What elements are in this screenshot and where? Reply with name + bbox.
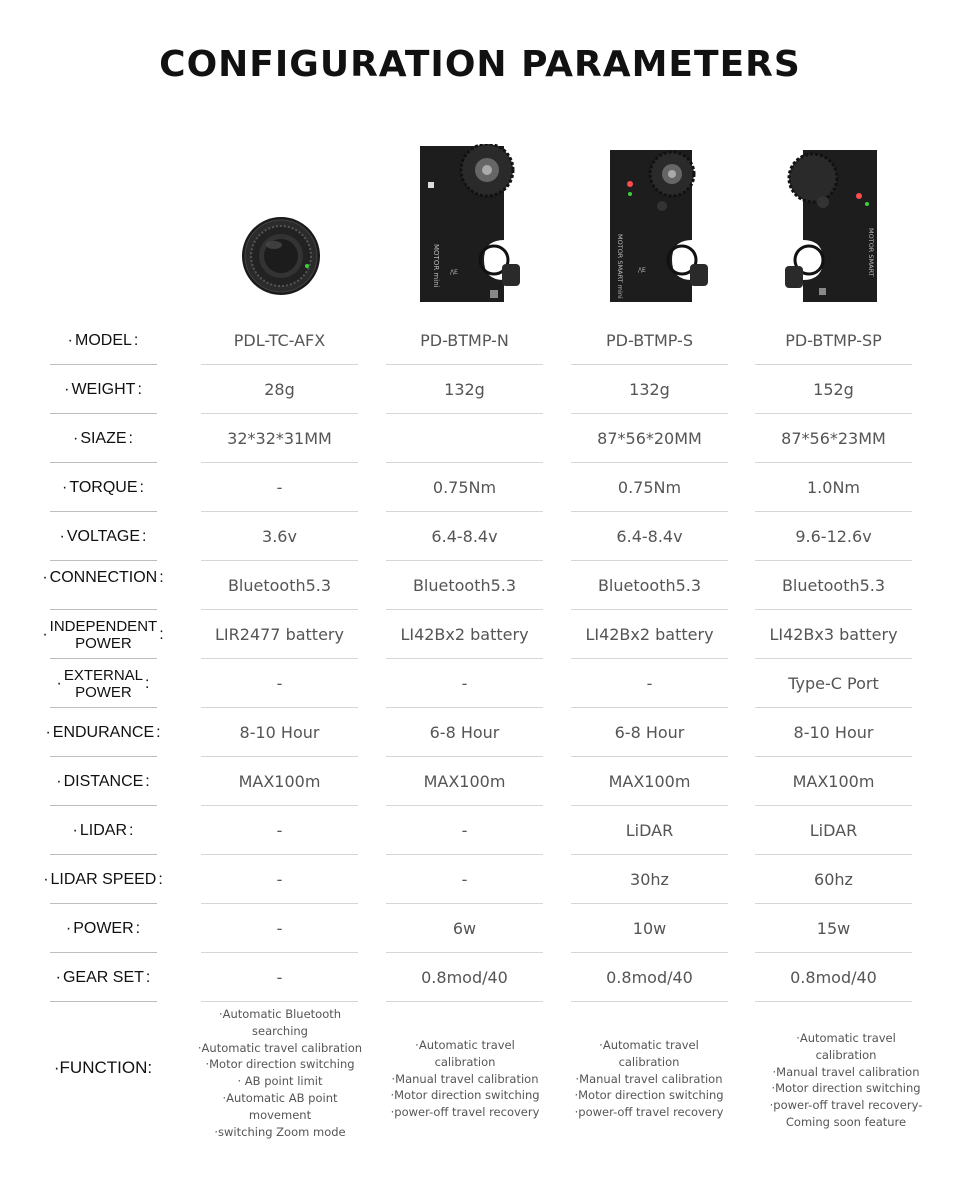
function-item: ·Manual travel calibration: [575, 1071, 723, 1086]
spec-cell: Bluetooth5.3: [201, 561, 358, 610]
spec-cell: 10w: [571, 904, 728, 953]
function-item: calibration: [434, 1054, 496, 1069]
function-item: ·switching Zoom mode: [214, 1124, 346, 1139]
spec-cell: -: [201, 904, 358, 953]
spec-cell: 6-8 Hour: [571, 708, 728, 757]
spec-cell: Bluetooth5.3: [755, 561, 912, 610]
spec-cell: 8-10 Hour: [755, 708, 912, 757]
function-item: · AB point limit: [237, 1074, 323, 1089]
spec-cell: PDL-TC-AFX: [201, 316, 358, 365]
row-label-weight: · WEIGHT :: [64, 380, 142, 398]
function-item: ·Automatic Bluetooth: [218, 1007, 342, 1021]
svg-text:MOTOR SMART mini: MOTOR SMART mini: [616, 234, 624, 299]
spec-cell: [386, 414, 543, 463]
spec-cell: -: [201, 806, 358, 855]
function-item: calibration: [815, 1047, 877, 1062]
function-list: [195, 1006, 365, 1140]
spec-cell: 6.4-8.4v: [571, 512, 728, 561]
row-label-voltage: · VOLTAGE :: [59, 527, 147, 545]
function-item: ·power-off travel recovery: [390, 1105, 540, 1120]
function-item: ·Automatic travel: [599, 1038, 699, 1052]
row-label-connection: · CONNECTION :: [42, 569, 164, 586]
spec-cell: MAX100m: [201, 757, 358, 806]
spec-cell: 87*56*23MM: [755, 414, 912, 463]
spec-cell: PD-BTMP-N: [386, 316, 543, 365]
spec-cell: MAX100m: [755, 757, 912, 806]
table-row: [0, 365, 960, 414]
spec-cell: LIR2477 battery: [201, 610, 358, 659]
product-images: [0, 140, 960, 315]
row-label-size: · SIAZE :: [72, 429, 133, 447]
spec-cell: Type-C Port: [755, 659, 912, 708]
spec-cell: 32*32*31MM: [201, 414, 358, 463]
spec-cell: 0.8mod/40: [755, 953, 912, 1002]
row-label-independent-power: · INDEPENDENT POWER :: [42, 617, 164, 652]
table-row: [0, 757, 960, 806]
row-label-external-power: · EXTERNAL POWER :: [56, 666, 150, 701]
function-row: [0, 1006, 960, 1146]
table-row: [0, 904, 960, 953]
table-row: [0, 512, 960, 561]
spec-cell: 6.4-8.4v: [386, 512, 543, 561]
spec-cell: -: [201, 953, 358, 1002]
function-item: movement: [248, 1107, 312, 1122]
spec-cell: LiDAR: [755, 806, 912, 855]
spec-cell: -: [386, 806, 543, 855]
spec-cell: LiDAR: [571, 806, 728, 855]
function-item: ·Manual travel calibration: [391, 1071, 539, 1086]
function-item: searching: [252, 1023, 308, 1038]
spec-cell: 28g: [201, 365, 358, 414]
spec-cell: MAX100m: [571, 757, 728, 806]
svg-text:MOTOR SMART: MOTOR SMART: [867, 228, 875, 277]
row-label-function: ·FUNCTION:: [53, 1058, 153, 1077]
spec-cell: -: [201, 659, 358, 708]
spec-cell: 132g: [571, 365, 728, 414]
label-divider: [50, 1001, 157, 1002]
spec-cell: -: [571, 659, 728, 708]
row-label-power: · POWER :: [65, 919, 141, 937]
function-list: [564, 1037, 734, 1121]
row-label-lidar-speed: · LIDAR SPEED :: [43, 870, 163, 888]
spec-cell: 1.0Nm: [755, 463, 912, 512]
motor-smart-mini-image: [606, 148, 718, 306]
function-item: ·power-off travel recovery: [574, 1105, 724, 1120]
page-title: CONFIGURATION PARAMETERS: [159, 44, 801, 85]
spec-cell: LI42Bx2 battery: [571, 610, 728, 659]
function-item: ·Motor direction switching: [390, 1088, 540, 1103]
spec-cell: 0.8mod/40: [571, 953, 728, 1002]
spec-cell: LI42Bx3 battery: [755, 610, 912, 659]
motor-mini-image: [414, 144, 530, 306]
function-item: ·Automatic travel calibration: [197, 1040, 363, 1055]
spec-cell: 15w: [755, 904, 912, 953]
table-row: [0, 659, 960, 708]
spec-cell: Bluetooth5.3: [571, 561, 728, 610]
spec-cell: 0.75Nm: [386, 463, 543, 512]
row-label-distance: · DISTANCE :: [56, 772, 150, 790]
spec-cell: 0.8mod/40: [386, 953, 543, 1002]
table-row: [0, 855, 960, 904]
spec-cell: PD-BTMP-SP: [755, 316, 912, 365]
spec-cell: 0.75Nm: [571, 463, 728, 512]
spec-cell: PD-BTMP-S: [571, 316, 728, 365]
spec-cell: 30hz: [571, 855, 728, 904]
table-row: [0, 610, 960, 659]
motor-smart-image: [783, 148, 883, 306]
function-item: ·Automatic travel: [415, 1038, 515, 1052]
function-item: ·Motor direction switching: [771, 1081, 921, 1096]
function-list: [761, 1030, 931, 1131]
row-label-endurance: · ENDURANCE :: [45, 723, 161, 741]
function-item: ·Motor direction switching: [205, 1057, 355, 1072]
spec-cell: 9.6-12.6v: [755, 512, 912, 561]
function-item: ·Motor direction switching: [574, 1088, 724, 1103]
spec-cell: LI42Bx2 battery: [386, 610, 543, 659]
table-row: [0, 463, 960, 512]
table-row: [0, 414, 960, 463]
spec-cell: 6-8 Hour: [386, 708, 543, 757]
table-row: [0, 708, 960, 757]
row-label-lidar: · LIDAR :: [72, 821, 134, 839]
spec-cell: Bluetooth5.3: [386, 561, 543, 610]
spec-cell: 8-10 Hour: [201, 708, 358, 757]
svg-text:MOTOR mini: MOTOR mini: [432, 244, 440, 288]
table-row: [0, 561, 960, 610]
spec-cell: -: [201, 463, 358, 512]
row-label-gear-set: · GEAR SET :: [55, 968, 151, 986]
svg-text:/\E: /\E: [450, 269, 458, 276]
table-row: [0, 316, 960, 365]
function-item: ·Automatic travel: [796, 1031, 896, 1045]
spec-cell: 152g: [755, 365, 912, 414]
function-item: calibration: [618, 1054, 680, 1069]
function-item: ·power-off travel recovery-: [769, 1098, 923, 1113]
spec-cell: 132g: [386, 365, 543, 414]
function-item: Coming soon feature: [785, 1114, 907, 1129]
function-item: ·Automatic AB point: [222, 1090, 338, 1105]
spec-cell: -: [201, 855, 358, 904]
row-label-model: · MODEL :: [67, 331, 139, 349]
table-row: [0, 953, 960, 1002]
spec-cell: MAX100m: [386, 757, 543, 806]
table-row: [0, 806, 960, 855]
svg-text:/\E: /\E: [638, 267, 646, 274]
row-label-torque: · TORQUE :: [62, 478, 144, 496]
spec-cell: 6w: [386, 904, 543, 953]
function-item: ·Manual travel calibration: [772, 1064, 920, 1079]
function-list: [380, 1037, 550, 1121]
spec-cell: 60hz: [755, 855, 912, 904]
round-knob-controller-image: [240, 215, 322, 297]
spec-cell: -: [386, 659, 543, 708]
spec-cell: -: [386, 855, 543, 904]
spec-cell: 3.6v: [201, 512, 358, 561]
spec-cell: 87*56*20MM: [571, 414, 728, 463]
